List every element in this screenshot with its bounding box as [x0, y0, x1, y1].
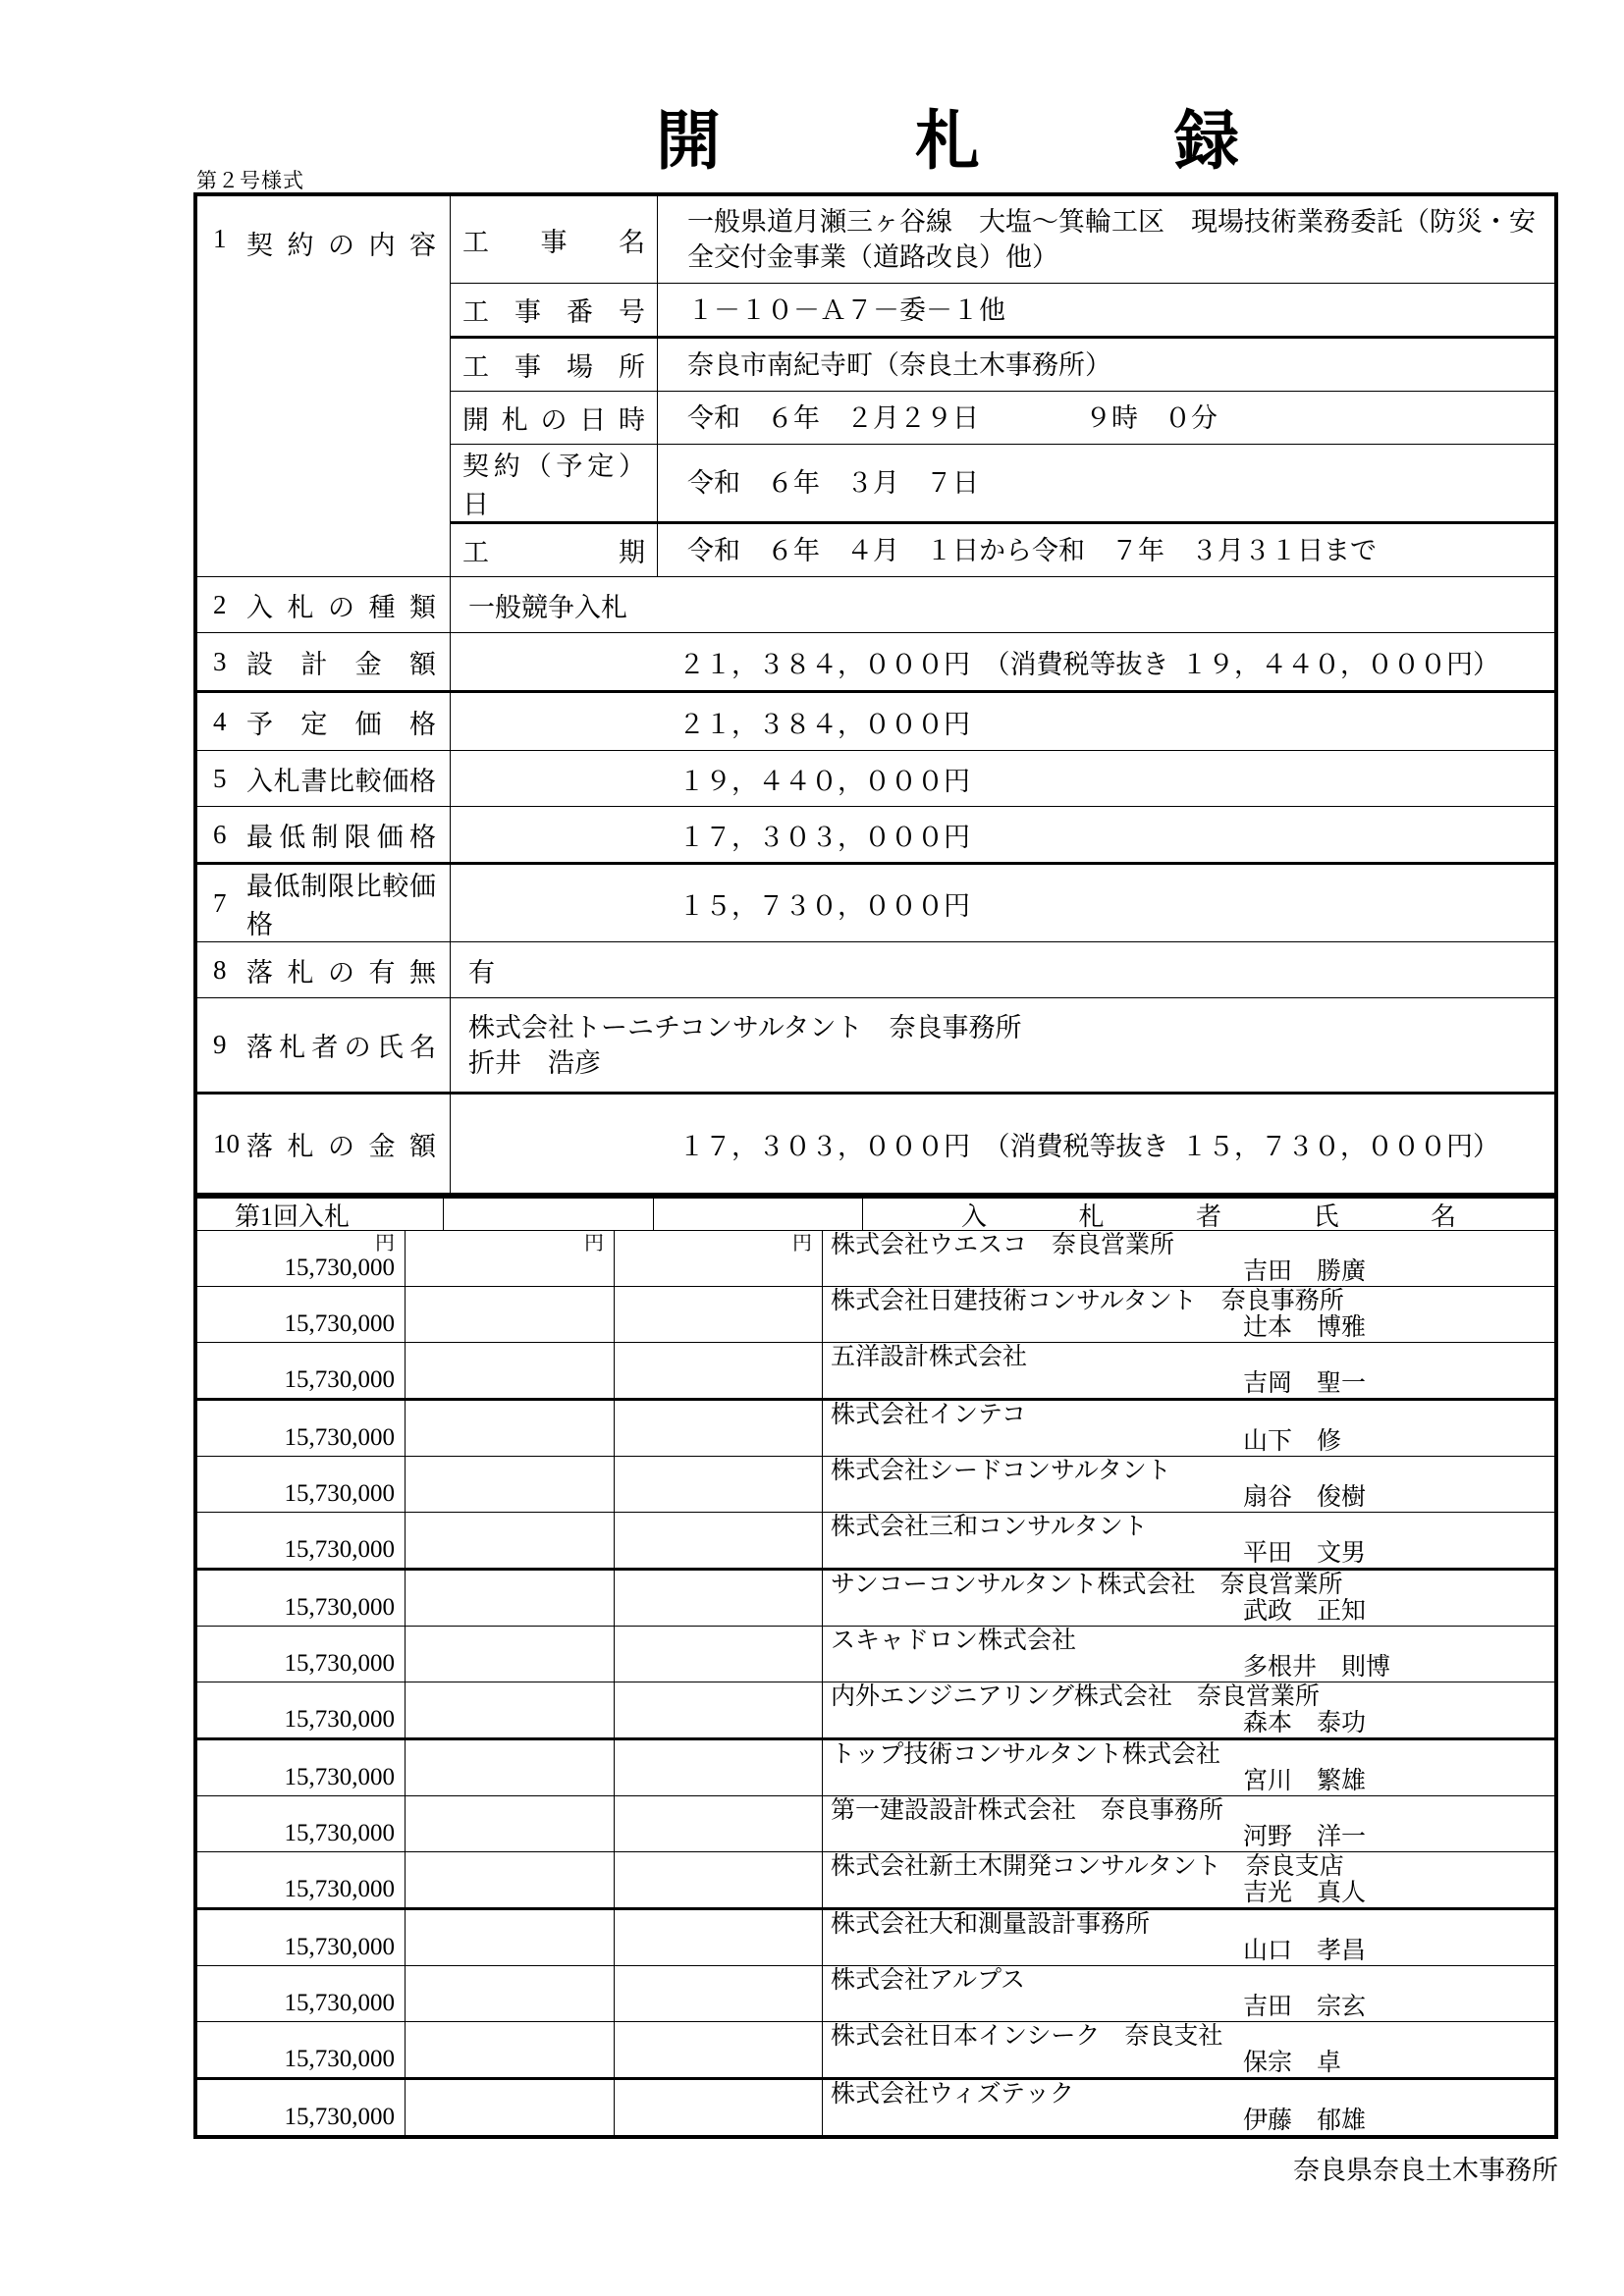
bidder-name-header: 入札者氏名 — [961, 1201, 1456, 1231]
row-value — [451, 998, 1554, 1092]
field-label: 工事名 — [451, 196, 658, 283]
bidder-company: 株式会社日建技術コンサルタント 奈良事務所 — [831, 1288, 1344, 1314]
row-value: ２１，３８４，０００円 — [678, 709, 970, 739]
row-number: 1 — [213, 224, 227, 253]
bid-amount: 15,730,000 — [284, 1255, 395, 1281]
contract-subrows — [451, 196, 1554, 576]
bid-results-table — [193, 1193, 1558, 2139]
bidder-person: 保宗 卓 — [1243, 2050, 1342, 2076]
yen-unit-label: 円 — [375, 1233, 395, 1255]
subrow-contract-date — [451, 445, 1554, 524]
field-value: 令和 ６年 ４月 １日から令和 ７年 ３月３１日まで — [687, 535, 1377, 565]
bidder-company: 株式会社アルプス — [831, 1967, 1026, 1994]
round-3-header — [654, 1199, 863, 1230]
row-label: 10 落札の金額 — [197, 1095, 451, 1193]
bidder-company: 株式会社ウエスコ 奈良営業所 — [831, 1232, 1175, 1258]
row-label-contract — [197, 196, 451, 576]
table-row-bid-type — [197, 577, 1554, 633]
bidder-row — [197, 1852, 1554, 1910]
bidder-row — [197, 1457, 1554, 1513]
bidder-row — [197, 1571, 1554, 1627]
bidder-person: 吉田 宗玄 — [1243, 1994, 1367, 2020]
bidder-person: 平田 文男 — [1243, 1540, 1367, 1567]
row-value: 有 — [468, 957, 495, 988]
bid-amount: 15,730,000 — [284, 1650, 395, 1677]
bidder-row — [197, 1343, 1554, 1401]
field-label: 開札の日時 — [451, 392, 658, 444]
bidder-row — [197, 1513, 1554, 1571]
bid-amount: 15,730,000 — [284, 1366, 395, 1393]
bidder-person: 吉田 勝廣 — [1243, 1258, 1367, 1285]
bidder-company: 五洋設計株式会社 — [831, 1344, 1028, 1370]
bidder-company: 株式会社日本インシーク 奈良支社 — [831, 2023, 1223, 2050]
subrow-project-name — [451, 196, 1554, 284]
amount-without-tax: １５，７３０，０００円） — [1181, 1131, 1499, 1161]
table-row-winner-name — [197, 998, 1554, 1095]
bidder-person: 山口 孝昌 — [1243, 1938, 1367, 1964]
table-row-award-existence — [197, 942, 1554, 998]
field-value: 令和 ６年 ２月２９日 ９時 ０分 — [687, 402, 1218, 433]
row-label: 2 入札の種類 — [197, 577, 451, 632]
row-label: 8 落札の有無 — [197, 942, 451, 997]
row-value: １７，３０３，０００円 — [678, 822, 970, 852]
bidder-person: 吉岡 聖一 — [1243, 1370, 1367, 1397]
bidder-company: 株式会社新土木開発コンサルタント 奈良支店 — [831, 1853, 1344, 1880]
bidder-row — [197, 1682, 1554, 1740]
amount-with-tax: １７，３０３，０００円 （消費税等抜き — [678, 1131, 1169, 1161]
bidder-company: 株式会社インテコ — [831, 1402, 1027, 1428]
contract-summary-table — [193, 192, 1558, 1197]
field-label: 工事番号 — [451, 284, 658, 336]
table-row-award-amount — [197, 1095, 1554, 1193]
bidder-company: トップ技術コンサルタント株式会社 — [831, 1741, 1221, 1768]
bid-amount: 15,730,000 — [284, 1820, 395, 1846]
subrow-project-number — [451, 284, 1554, 339]
row-label: 4 予定価格 — [197, 693, 451, 750]
bidder-person: 辻本 博雅 — [1243, 1314, 1367, 1341]
table-row-contract-details — [197, 196, 1554, 577]
tables-container — [193, 192, 1558, 2187]
bid-amount: 15,730,000 — [284, 1480, 395, 1507]
bid-table-header — [197, 1199, 1554, 1231]
table-row-minimum-price — [197, 807, 1554, 865]
row-label: 7 最低制限比較価格 — [197, 865, 451, 941]
field-label: 工事場所 — [451, 339, 658, 391]
field-label: 契約（予定）日 — [451, 445, 658, 521]
round-2-header — [444, 1199, 654, 1230]
bidder-company: 第一建設設計株式会社 奈良事務所 — [831, 1797, 1224, 1824]
bid-amount: 15,730,000 — [284, 1934, 395, 1960]
row-value: 一般競争入札 — [468, 592, 627, 622]
field-value: 一般県道月瀬三ヶ谷線 大塩～箕輪工区 現場技術業務委託（防災・安全交付金事業（道路改良）他） — [687, 207, 1536, 272]
form-number-label: 第２号様式 — [196, 169, 304, 192]
bidder-company: 株式会社ウィズテック — [831, 2081, 1075, 2108]
bidder-company: 内外エンジニアリング株式会社 奈良営業所 — [831, 1683, 1320, 1710]
bidder-company: スキャドロン株式会社 — [831, 1628, 1077, 1654]
bid-amount: 15,730,000 — [284, 1876, 395, 1902]
row-value: １９，４４０，０００円 — [678, 766, 970, 796]
bidder-row — [197, 1287, 1554, 1343]
winner-person: 折井 浩彦 — [468, 1047, 601, 1078]
bidder-person: 伊藤 郁雄 — [1243, 2108, 1367, 2134]
bidder-row — [197, 1401, 1554, 1457]
bidder-row — [197, 1910, 1554, 1966]
subrow-construction-period — [451, 524, 1554, 576]
bid-amount: 15,730,000 — [284, 1764, 395, 1790]
bid-amount: 15,730,000 — [284, 1424, 395, 1451]
subrow-project-location — [451, 339, 1554, 392]
bid-amount: 15,730,000 — [284, 1310, 395, 1337]
bidder-row — [197, 2022, 1554, 2080]
amount-without-tax: １９，４４０，０００円） — [1181, 649, 1499, 679]
row-value: １５，７３０，０００円 — [678, 890, 970, 921]
bidder-person: 吉光 真人 — [1243, 1880, 1367, 1906]
bid-amount: 15,730,000 — [284, 2104, 395, 2130]
bidder-row — [197, 1231, 1554, 1287]
bidder-company: 株式会社シードコンサルタント — [831, 1458, 1171, 1484]
field-value: 奈良市南紀寺町（奈良土木事務所） — [687, 349, 1111, 380]
row-value — [451, 1095, 1554, 1193]
round-1-header: 第1回入札 — [197, 1199, 444, 1230]
page-title: 開札録 — [656, 106, 1434, 178]
bidder-person: 多根井 則博 — [1243, 1654, 1391, 1681]
bidder-row — [197, 2080, 1554, 2135]
yen-unit-label: 円 — [792, 1233, 812, 1255]
field-label: 工期 — [451, 524, 658, 576]
bidder-company: 株式会社大和測量設計事務所 — [831, 1911, 1151, 1938]
bidder-person: 河野 洋一 — [1243, 1824, 1367, 1850]
table-row-minimum-comparison-price — [197, 865, 1554, 942]
bid-amount: 15,730,000 — [284, 2046, 395, 2072]
table-row-bid-comparison-price — [197, 751, 1554, 807]
bid-amount: 15,730,000 — [284, 1536, 395, 1563]
table-row-design-amount — [197, 633, 1554, 693]
bidder-row — [197, 1627, 1554, 1682]
bid-amount: 15,730,000 — [284, 1706, 395, 1733]
bidder-row — [197, 1740, 1554, 1796]
row-label-text: 契約の内容 — [246, 231, 436, 260]
bidder-person: 森本 泰功 — [1243, 1710, 1367, 1736]
bid-amount: 15,730,000 — [284, 1594, 395, 1621]
bidder-company: サンコーコンサルタント株式会社 奈良営業所 — [831, 1572, 1343, 1598]
yen-unit-label: 円 — [584, 1233, 604, 1255]
row-value — [451, 633, 1554, 690]
amount-with-tax: ２１，３８４，０００円 （消費税等抜き — [678, 649, 1169, 679]
bidder-person: 山下 修 — [1243, 1428, 1342, 1455]
bidder-row — [197, 1796, 1554, 1852]
field-value: １－１０－Ａ７－委－１他 — [687, 294, 1005, 325]
row-label: 9 落札者の氏名 — [197, 998, 451, 1092]
row-label: 5 入札書比較価格 — [197, 751, 451, 806]
bidder-person: 宮川 繁雄 — [1243, 1768, 1367, 1794]
bid-amount: 15,730,000 — [284, 1990, 395, 2016]
bidder-person: 扇谷 俊樹 — [1243, 1484, 1367, 1511]
subrow-opening-datetime — [451, 392, 1554, 445]
table-row-planned-price — [197, 693, 1554, 751]
row-label: 3 設計金額 — [197, 633, 451, 690]
field-value: 令和 ６年 ３月 ７日 — [687, 468, 979, 498]
bidder-company: 株式会社三和コンサルタント — [831, 1514, 1148, 1540]
bidder-row — [197, 1966, 1554, 2022]
issuing-office-label: 奈良県奈良土木事務所 — [1293, 2156, 1558, 2185]
winner-company: 株式会社トーニチコンサルタント 奈良事務所 — [468, 1012, 1022, 1042]
bidder-person: 武政 正知 — [1243, 1598, 1367, 1625]
row-label: 6 最低制限価格 — [197, 807, 451, 862]
